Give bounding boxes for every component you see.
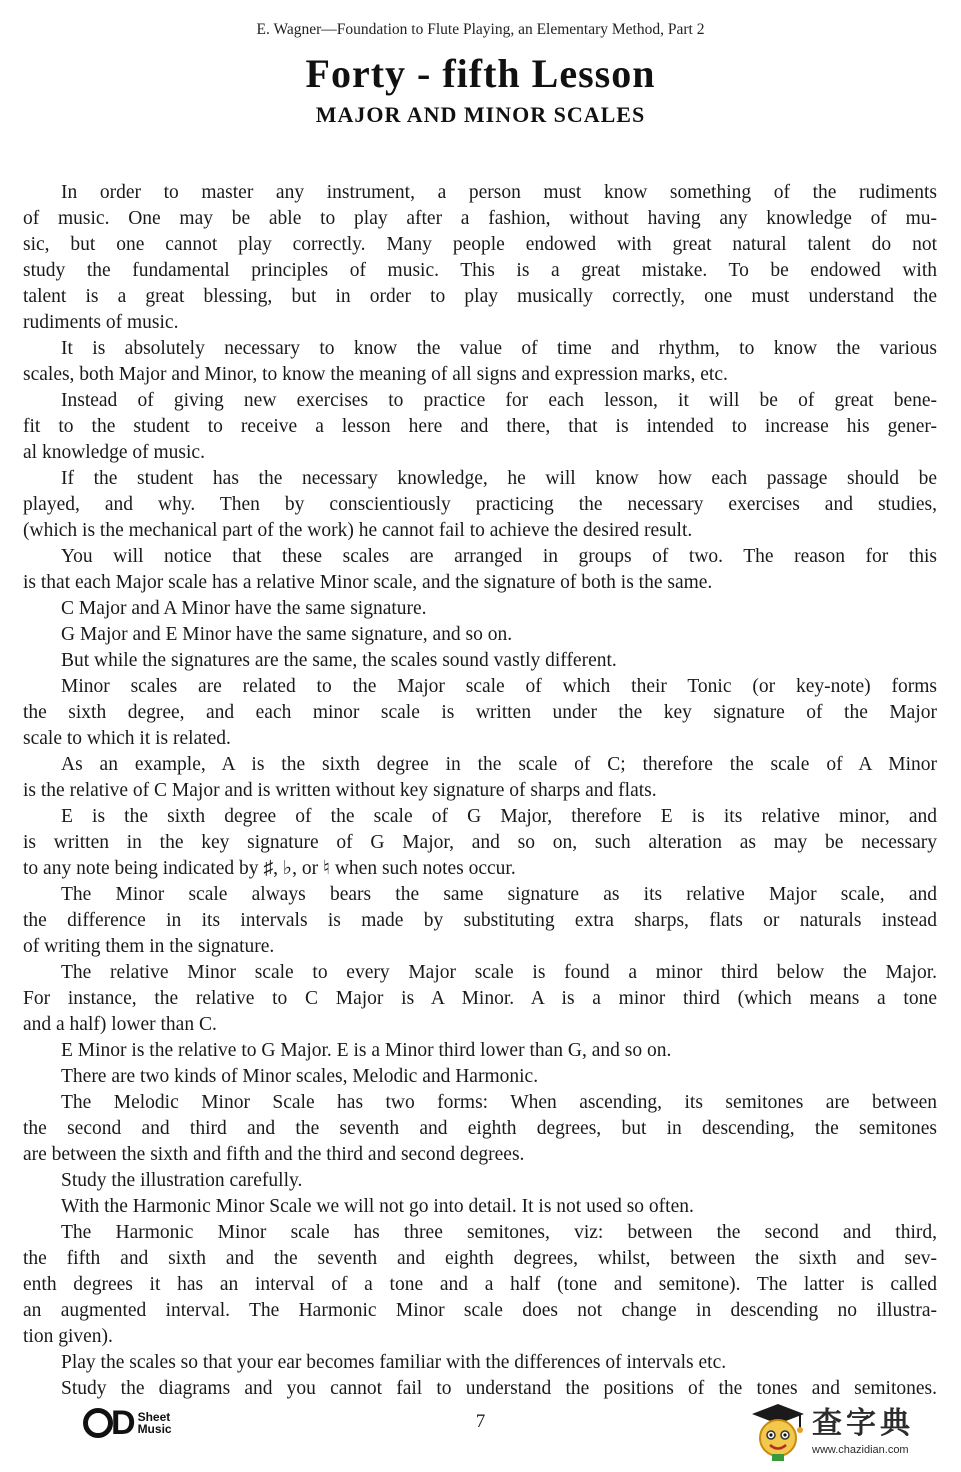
- text-line: Instead of giving new exercises to practice for each lesson, it will be of great bene-: [61, 390, 937, 411]
- lesson-subtitle: MAJOR AND MINOR SCALES: [315, 102, 646, 127]
- lesson-title: Forty - fifth Lesson: [305, 51, 656, 96]
- text-line: The Melodic Minor Scale has two forms: When ascending, its semitones are between: [61, 1092, 937, 1113]
- site-watermark: [748, 1398, 948, 1464]
- text-line: is the relative of C Major and is written without key signature of sharps and flats.: [23, 780, 657, 801]
- text-line: the second and third and the seventh and eighth degrees, but in descending, the semitones: [23, 1118, 937, 1139]
- text-line: are between the sixth and fifth and the third and second degrees.: [23, 1144, 525, 1165]
- text-line: Study the illustration carefully.: [61, 1170, 303, 1191]
- text-line: sic, but one cannot play correctly. Many people endowed with great natural talent do not: [23, 234, 937, 255]
- logo-letter: D: [111, 1404, 136, 1442]
- watermark-url[interactable]: www.chazidian.com: [812, 1444, 909, 1456]
- text-line: As an example, A is the sixth degree in the scale of C; therefore the scale of A Minor: [61, 754, 937, 775]
- text-line: The Harmonic Minor scale has three semitones, viz: between the second and third,: [61, 1222, 937, 1243]
- text-line: scale to which it is related.: [23, 728, 231, 749]
- text-line: There are two kinds of Minor scales, Melodic and Harmonic.: [61, 1066, 539, 1087]
- text-line: fit to the student to receive a lesson here and there, that is intended to increase his gener-: [23, 416, 937, 437]
- text-line: Study the diagrams and you cannot fail to understand the positions of the tones and semitones.: [61, 1378, 937, 1399]
- text-line: The Minor scale always bears the same signature as its relative Major scale, and: [61, 884, 937, 905]
- text-line: is written in the key signature of G Major, and so on, such alteration as may be necessary: [23, 832, 937, 853]
- text-line: enth degrees it has an interval of a tone and a half (tone and semitone). The latter is called: [23, 1274, 937, 1295]
- text-line: study the fundamental principles of music. This is a great mistake. To be endowed with: [23, 260, 937, 281]
- text-line: But while the signatures are the same, the scales sound vastly different.: [61, 650, 617, 671]
- text-line: the fifth and sixth and the seventh and eighth degrees, whilst, between the sixth and sev-: [23, 1248, 937, 1269]
- text-line: to any note being indicated by ♯, ♭, or ♮ when such notes occur.: [23, 858, 516, 879]
- text-line: With the Harmonic Minor Scale we will not go into detail. It is not used so often.: [61, 1196, 694, 1217]
- text-line: C Major and A Minor have the same signature.: [61, 598, 427, 619]
- text-line: For instance, the relative to C Major is A Minor. A is a minor third (which means a tone: [23, 988, 937, 1009]
- text-line: Play the scales so that your ear becomes familiar with the differences of intervals etc.: [61, 1352, 727, 1373]
- logo-line2: Music: [137, 1422, 172, 1436]
- text-line: rudiments of music.: [23, 312, 179, 333]
- text-line: G Major and E Minor have the same signature, and so on.: [61, 624, 513, 645]
- text-line: The relative Minor scale to every Major scale is found a minor third below the Major.: [61, 962, 937, 983]
- text-line: and a half) lower than C.: [23, 1014, 217, 1035]
- text-line: an augmented interval. The Harmonic Minor scale does not change in descending no illustra-: [23, 1300, 937, 1321]
- graduate-mascot-icon: [748, 1400, 808, 1462]
- text-line: of music. One may be able to play after a fashion, without having any knowledge of mu-: [23, 208, 937, 229]
- text-line: It is absolutely necessary to know the value of time and rhythm, to know the various: [61, 338, 937, 359]
- text-line: is that each Major scale has a relative Minor scale, and the signature of both is the same.: [23, 572, 713, 593]
- text-line: E is the sixth degree of the scale of G Major, therefore E is its relative minor, and: [61, 806, 937, 827]
- text-line: E Minor is the relative to G Major. E is a Minor third lower than G, and so on.: [61, 1040, 672, 1061]
- logo-line1: Sheet: [137, 1410, 171, 1424]
- text-line: the difference in its intervals is made by substituting extra sharps, flats or naturals instead: [23, 910, 937, 931]
- text-line: of writing them in the signature.: [23, 936, 275, 957]
- text-line: In order to master any instrument, a person must know something of the rudiments: [61, 182, 937, 203]
- text-line: scales, both Major and Minor, to know the meaning of all signs and expression marks, etc.: [23, 364, 728, 385]
- running-header: E. Wagner—Foundation to Flute Playing, an Elementary Method, Part 2: [256, 21, 705, 38]
- text-line: (which is the mechanical part of the work) he cannot fail to achieve the desired result.: [23, 520, 693, 541]
- text-line: played, and why. Then by conscientiously practicing the necessary exercises and studies,: [23, 494, 937, 515]
- text-line: the sixth degree, and each minor scale is written under the key signature of the Major: [23, 702, 937, 723]
- text-line: Minor scales are related to the Major scale of which their Tonic (or key-note) forms: [61, 676, 937, 697]
- text-line: If the student has the necessary knowledge, he will know how each passage should be: [61, 468, 937, 489]
- text-line: tion given).: [23, 1326, 113, 1347]
- text-line: You will notice that these scales are arranged in groups of two. The reason for this: [61, 546, 937, 567]
- text-line: talent is a great blessing, but in order to play musically correctly, one must understand the: [23, 286, 937, 307]
- body-text: [23, 180, 937, 1402]
- text-line: al knowledge of music.: [23, 442, 205, 463]
- watermark-title: 查字典: [812, 1406, 914, 1441]
- page-number: 7: [475, 1411, 486, 1432]
